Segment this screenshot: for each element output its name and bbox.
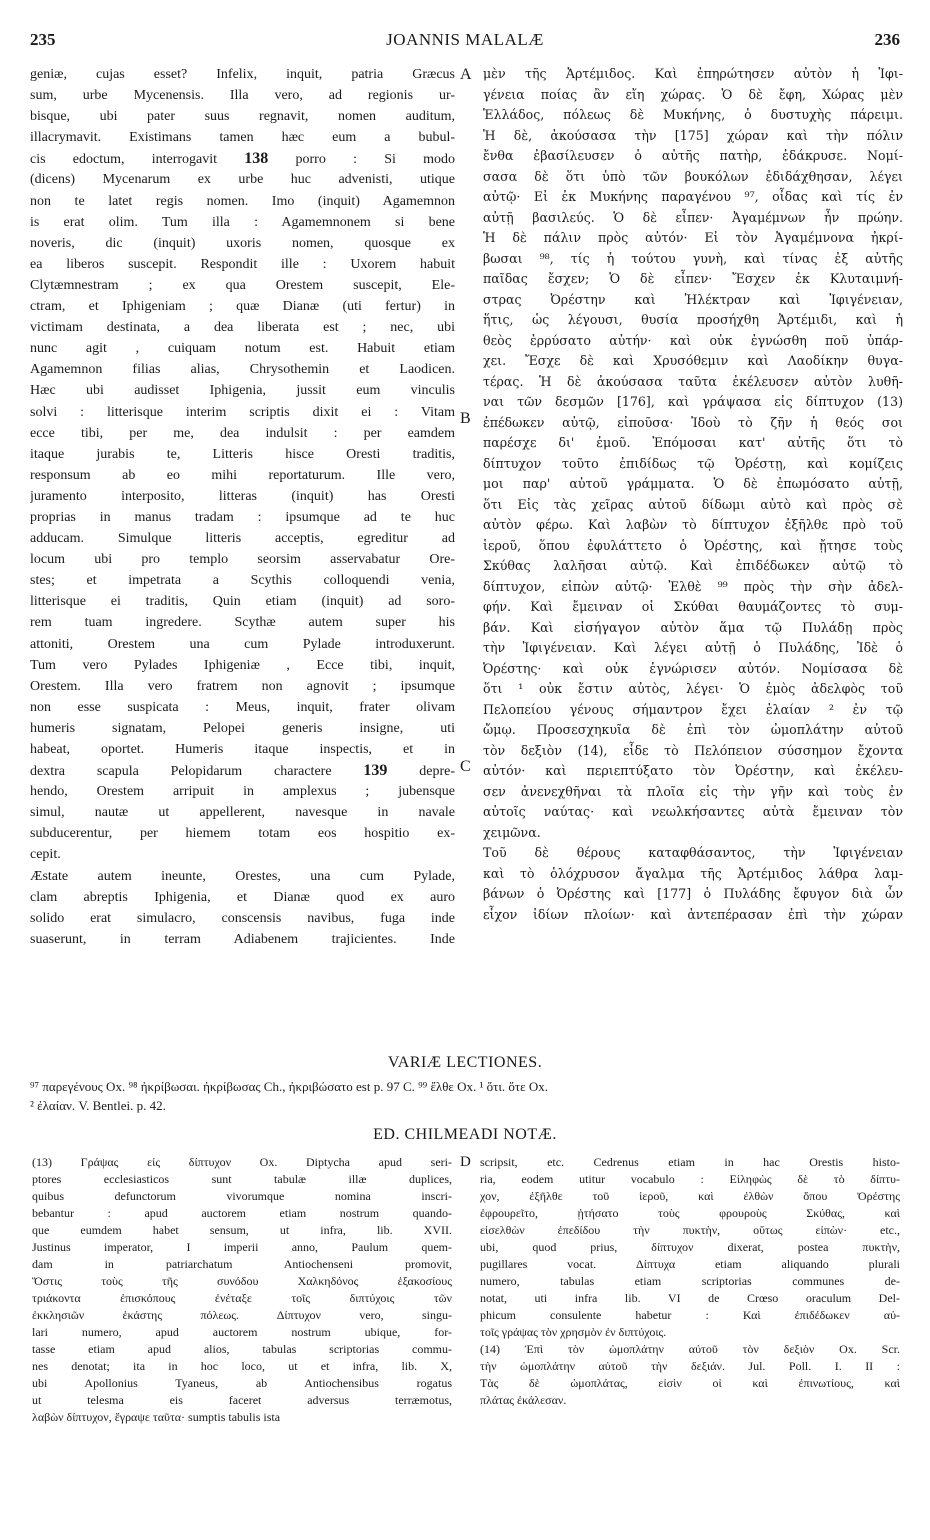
text-line: Clytæmnestram ; ex qua Orestem suscepit, Ele- — [30, 277, 455, 293]
text-line: φήν. Καὶ ἔμειναν οἱ Σκύθαι θαυμάζοντες τὸ συμ- — [483, 599, 903, 614]
text-line: sum, urbe Mycenensis. Illa vero, ad regionis ur- — [30, 88, 455, 104]
text-line: ctram, et Iphigeniam ; quæ Dianæ (uti fertur) in — [30, 299, 455, 315]
text-line: παρέσχε δι' ἐμοῦ. Ἐπόμοσαι κατ' αὐτῆς ὅτι τὸ — [483, 435, 903, 450]
text-line: ἐκκλησιῶν ἑκάστης πόλεως. Δίπτυχον vero, singu- — [32, 1308, 452, 1322]
text-line: Æstate autem ineunte, Orestes, una cum Pylade, — [30, 868, 455, 884]
notae-title: ED. CHILMEADI NOTÆ. — [373, 1126, 557, 1143]
text-line: habeat, oportet. Humeris itaque inspectis, et in — [30, 742, 455, 757]
text-line: θεὸς ἐρρύσατο αὐτήν· καὶ οὐκ ἐγνώσθη ποῦ ὑπάρ- — [483, 332, 903, 348]
text-line: geniæ, cujas esset? Infelix, inquit, patria Græcus — [30, 67, 455, 82]
text-line: τὴν ὠμοπλάτην αὐτοῦ τὴν δεξιάν. Jul. Poll. I. II : — [480, 1359, 900, 1373]
text-line: tasse etiam apud alios, tabulas scriptorias commu- — [32, 1342, 452, 1356]
text-line: ut telesma eis faceret adversus terræmotus, — [32, 1393, 452, 1407]
text-line: ubi Apollonius Tyaneus, ab Antiochensibus rogatus — [32, 1376, 452, 1390]
text-line: (13) Γράψας εἰς δίπτυχον Ox. Diptycha apud seri- — [32, 1155, 452, 1169]
margin-marker-d: D — [460, 1154, 471, 1170]
text-line: non te latet regis nomen. Imo (inquit) Agamemnon — [30, 193, 455, 209]
text-line: εἶχον ἰδίων πλοίων· καὶ ἀντεπέρασαν ἐπὶ τὴν χώραν — [483, 906, 903, 922]
text-line: ptores ecclesiasticos sunt tabulæ illæ duplices, — [32, 1172, 452, 1186]
text-line: Τὰς δὲ ὠμοπλάτας, εἰσὶν οἱ καὶ ἐπινωτίους, καὶ — [480, 1376, 900, 1390]
text-line: αὐτῷ· Εἰ ἐκ Μυκήνης παραγένου ⁹⁷, οἶδας καὶ τίς ἐν — [483, 189, 903, 204]
text-line: hendo, Orestem arripuit in amplexus ; jubensque — [30, 784, 455, 800]
text-line: μὲν τῆς Ἀρτέμιδος. Καὶ ἐπηρώτησεν αὐτὸν ἡ Ἰφι- — [483, 66, 903, 81]
text-line: phicum consulente habetur : Καὶ ἐπιδέδωκεν αὐ- — [480, 1308, 900, 1322]
text-line: (dicens) Mycenarum ex urbe huc advenisti, utique — [30, 172, 455, 188]
running-title: JOANNIS MALALÆ — [386, 30, 544, 49]
text-line: αὐτῇ βασιλεύς. Ὁ δὲ εἶπεν· Ἀγαμέμνων ἦν πρώην. — [483, 209, 903, 225]
text-line: Justinus imperator, I imperii anno, Paulum quem- — [32, 1240, 452, 1254]
text-line: lari numero, apud auctorem nostrum ubique, for- — [32, 1325, 452, 1339]
text-line: πλάτας ἐκάλεσαν. — [480, 1393, 567, 1407]
text-line: ea liberos suscepit. Respondit ille : Uxorem habuit — [30, 256, 455, 272]
text-line: noveris, dic (inquit) uxoris nomen, quosque ex — [30, 235, 455, 251]
text-line: Hæc ubi audisset Iphigenia, jussit eum vinculis — [30, 383, 455, 399]
text-line: bisque, ubi pater suus regnavit, nomen auditum, — [30, 109, 455, 125]
text-line: γένεια ποίας ἂν εἴη χώρας. Ὁ δὲ ἔφη, Χώρας μὲν — [483, 86, 903, 102]
text-line: ἥτις, ὡς λέγουσι, θυσία προσήχθη Ἀρτέμιδι, καὶ ἡ — [483, 312, 903, 327]
text-line: Agamemnon filias alias, Chrysothemin et Laodicen. — [30, 362, 455, 378]
text-line: σασα δὲ ὅτι ὑπὸ τῶν βουκόλων ἐδιδάχθησαν, λέγει — [483, 168, 903, 184]
text-line: Tum vero Pylades Iphigeniæ , Ecce tibi, inquit, — [30, 657, 455, 673]
text-line: ἐφρουρεῖτο, ᾐτήσατο τοὺς φρουροὺς Σκύθας, καὶ — [480, 1206, 900, 1220]
text-line: βάνων ὁ Ὀρέστης καὶ [177] ὁ Πυλάδης ἔφυγον διὰ ὧν — [483, 886, 903, 901]
text-line: clam abreptis Iphigenia, et Dianæ quod ex auro — [30, 889, 455, 905]
text-line: pugillares vocat. Δίπτυχα etiam aliquando plurali — [480, 1257, 900, 1271]
text-line: responsum ab eo mihi reportaturum. Ille vero, — [30, 467, 455, 483]
text-line: litterisque ei traditis, Quin etiam (inquit) ad soro- — [30, 594, 455, 610]
text-line: παῖδας ἔσχεν; Ὁ δὲ εἶπεν· Ἔσχεν ἐκ Κλυταιμνή- — [483, 271, 903, 286]
text-line: μοι παρ' αὐτοῦ γράμματα. Ὁ δὲ ἐπωμόσατο αὐτῇ, — [483, 476, 903, 491]
text-line: ἔνθα ἐβασίλευσεν ὁ αὐτῆς πατὴρ, ἐδάκρυσε. Νομί- — [483, 148, 903, 163]
text-line: solido erat simulacro, conscensis navibus, fuga inde — [30, 910, 455, 926]
variae-lectiones-title: VARIÆ LECTIONES. — [387, 1054, 543, 1071]
text-line: ubi, quod prius, δίπτυχον dixerat, postea πυκτὴν, — [480, 1240, 900, 1254]
text-line: ria, eodem utitur vocabulo : Εἰληφὼς δὲ τὸ δίπτυ- — [480, 1172, 900, 1186]
text-line: is erat olim. Tum illa : Agamemnonem si bene — [30, 214, 455, 230]
text-line: locum ubi pro templo seorsim asservabatur Ore- — [30, 552, 455, 568]
text-line: Ἑλλάδος, πόλεως δὲ Μυκήνης, ὁ δυστυχὴς πάρειμι. — [483, 107, 903, 122]
text-line: dextra scapula Pelopidarum charactere 139 depre- — [30, 762, 455, 780]
text-line: χειμῶνα. — [483, 824, 541, 840]
page-number-right: 236 — [874, 30, 900, 49]
text-line: Τοῦ δὲ θέρους καταφθάσαντος, τὴν Ἰφιγένειαν — [483, 845, 903, 860]
text-line: stes; et impetrata a Scythis colloquendi venia, — [30, 573, 455, 589]
text-line: simul, nautæ ut appellerent, navesque in navale — [30, 805, 455, 821]
text-line: subducerentur, per hiemem totam eos hospitio ex- — [30, 826, 455, 842]
text-line: ² ἐλαίαν. V. Bentlei. p. 42. — [30, 1098, 166, 1113]
text-line: attoniti, Orestem una cum Pylade introduxerunt. — [30, 636, 455, 652]
text-line: rem tuam ingredere. Scythæ autem super his — [30, 615, 455, 631]
text-line: Ἡ δὲ, ἀκούσασα τὴν [175] χώραν καὶ τὴν πόλιν — [483, 127, 903, 143]
text-line: solvi : litterisque interim scriptis dixit ei : Vitam — [30, 404, 455, 420]
text-line: scripsit, etc. Cedrenus etiam in hac Orestis histo- — [480, 1155, 900, 1169]
text-line: suaserunt, in terram Adiabenem trajicientes. Inde — [30, 931, 455, 947]
text-line: proprias in manus tradam : ipsumque ad te huc — [30, 509, 455, 525]
text-line: cis edoctum, interrogavit 138 porro : Si modo — [30, 150, 455, 168]
text-line: αὐτόν· καὶ περιεπτύξατο τὸν Ὀρέστην, καὶ ἐκέλευ- — [483, 763, 903, 778]
margin-marker-a: A — [460, 66, 472, 83]
text-line: χον, ἐξῆλθε τοῦ ἱεροῦ, καὶ ἐλθὼν ὅπου Ὀρέστης — [480, 1189, 900, 1203]
text-line: Ἡ δὲ πάλιν πρὸς αὐτόν· Εἰ τὸν Ἀγαμέμνονα ἠκρί- — [483, 230, 903, 245]
text-line: ὅτι Εἰς τὰς χεῖρας αὐτοῦ δίδωμι αὐτὸ καὶ πρὸς σὲ — [483, 496, 903, 512]
text-line: (14) Ἐπὶ τὸν ὠμοπλάτην αὐτοῦ τὸν δεξιὸν Ox. Scr. — [480, 1342, 900, 1356]
text-line: Orestem. Illa vero fratrem non agnovit ; ipsumque — [30, 678, 455, 694]
text-line: que eumdem habet sensum, ut infra, lib. XVII. — [32, 1223, 452, 1237]
text-line: quibus defunctorum vivorumque nomina inscri- — [32, 1189, 452, 1203]
text-line: σεν ἀνενεχθῆναι τὰ πλοῖα εἰς τὴν γῆν καὶ τοὺς ἐν — [483, 783, 903, 799]
page-marker-139: 139 — [363, 762, 388, 780]
text-line: ὤμῳ. Προσεσχηκυῖα δὲ ἐπὶ τὸν ὠμοπλάτην αὐτοῦ — [483, 722, 903, 737]
text-line: τέρας. Ἡ δὲ ἀκούσασα ταῦτα ἐκέλευσεν αὐτὸν λυθῆ- — [483, 373, 903, 389]
text-line: ναι τῶν δεσμῶν [176], καὶ γράψασα εἰς δίπτυχον (13) — [483, 394, 903, 409]
text-line: βωσαι ⁹⁸, τίς ἡ τούτου γυνὴ, καὶ τίνας ἐξ αὐτῆς — [483, 250, 903, 266]
text-line: αὐτοῖς ναύτας· καὶ νεωλκήσαντες αὐτὰ ἔμειναν τὸν — [483, 804, 903, 819]
notes-right-column — [480, 1154, 900, 1409]
text-line: notat, uti infra lib. VI de Crœso oraculum Del- — [480, 1291, 900, 1305]
text-line: τοῖς γράψας τὸν χρησμὸν ἐν διπτύχοις. — [480, 1325, 667, 1339]
text-line: καὶ τὸ ὁλόχρυσον ἄγαλμα τῆς Ἀρτέμιδος λάθρα λαμ- — [483, 865, 903, 881]
text-line: victimam destinata, a dea liberata est ; nec, ubi — [30, 320, 455, 336]
text-line: βάν. Καὶ εἰσήγαγον αὐτὸν ἅμα τῷ Πυλάδῃ πρὸς — [483, 619, 903, 635]
text-line: nes denotat; ita in hoc loco, ut et infra, lib. X, — [32, 1359, 452, 1373]
notes-left-column — [32, 1154, 452, 1426]
greek-column — [483, 64, 903, 925]
text-line: Πελοπείου γένους σήμαντρον ἔχει ἐλαίαν ² ἐν τῷ — [483, 701, 903, 717]
text-line: εἰσελθὼν ἐπεδίδου τὴν πυκτὴν, οὕτως εἰπὼν· etc., — [480, 1223, 900, 1237]
text-line: cepit. — [30, 847, 61, 863]
margin-marker-c: C — [460, 758, 471, 775]
text-line: δίπτυχον, εἰπὼν αὐτῷ· Ἐλθὲ ⁹⁹ πρὸς τὴν σὴν ἀδελ- — [483, 578, 903, 594]
text-line: ὅτι ¹ οὐκ ἔστιν αὐτὸς, λέγει· Ὁ ἐμὸς ἀδελφὸς τοῦ — [483, 681, 903, 696]
text-line: τὴν Ἰφιγένειαν. Καὶ λέγει αὐτῇ ὁ Πυλάδης, Ἰδὲ ὁ — [483, 640, 903, 655]
text-line: Σκύθας λαλῆσαι αὐτῷ. Καὶ ἐπιδέδωκεν αὐτῷ τὸ — [483, 558, 903, 573]
text-line: λαβὼν δίπτυχον, ἔγραψε ταῦτα· sumptis tabulis ista — [32, 1410, 281, 1424]
page-number-left: 235 — [30, 30, 56, 49]
text-line: itaque jurabis te, Litteris hisce Oresti traditis, — [30, 446, 455, 462]
text-line: τριάκοντα ἐπισκόπους ἐνέταξε τοῖς διπτύχοις τῶν — [32, 1291, 452, 1305]
page-header — [30, 30, 900, 56]
text-line: ἐπέδωκεν αὐτῷ, εἰποῦσα· Ἰδοὺ τὸ ζῆν ἡ θεός σοι — [483, 414, 903, 430]
text-line: ecce tibi, per me, dea indulsit : per eamdem — [30, 425, 455, 441]
text-line: bebantur : apud auctorem etiam nostrum quando- — [32, 1206, 452, 1220]
text-line: τὸν δεξιὸν (14), εἶδε τὸ Πελόπειον σύσσημον ἔχοντα — [483, 742, 903, 758]
text-line: ἱεροῦ, ὅπου ἐφυλάττετο ὁ Ὀρέστης, καὶ ᾔτησε τοὺς — [483, 537, 903, 553]
margin-marker-b: B — [460, 410, 471, 427]
text-line: illacrymavit. Existimans tamen hæc eum a bubul- — [30, 130, 455, 146]
text-line: δίπτυχον τοῦτο ἐπιδίδως τῷ Ὀρέστῃ, καὶ κομίζεις — [483, 455, 903, 471]
text-line: αὐτὸν φέρω. Καὶ λαβὼν τὸ δίπτυχον ἐξῆλθε πρὸ τοῦ — [483, 517, 903, 532]
text-line: χει. Ἔσχε δὲ καὶ Χρυσόθεμιν καὶ Λαοδίκην θυγα- — [483, 353, 903, 368]
text-line: dam in patriarchatum Antiochenseni promovit, — [32, 1257, 452, 1271]
text-line: στρας Ὀρέστην καὶ Ἠλέκτραν καὶ Ἰφιγένειαν, — [483, 291, 903, 307]
text-line: nunc agit , cuiquam notum est. Habuit etiam — [30, 341, 455, 357]
text-line: adducam. Simulque litteris acceptis, egreditur ad — [30, 531, 455, 547]
latin-column — [30, 64, 455, 950]
text-line: humeris signatam, Pelopei generis insigne, uti — [30, 720, 455, 736]
text-line: non esse suspicata : Meus, inquit, frater olivam — [30, 699, 455, 715]
text-line: juramento interposito, litteras (inquit) has Oresti — [30, 488, 455, 504]
text-line: Ὀρέστης· καὶ οὐκ ἐγνώρισεν αὐτόν. Νομίσασα δὲ — [483, 660, 903, 676]
text-line: numero, tabulas etiam scriptorias communes de- — [480, 1274, 900, 1288]
text-line: Ὅστις τοὺς τῆς συνόδου Χαλκηδόνος ἑξακοσίους — [32, 1274, 452, 1288]
variae-lectiones — [30, 1078, 900, 1116]
page-marker-138: 138 — [244, 150, 269, 168]
text-line: ⁹⁷ παρεγένους Ox. ⁹⁸ ἠκρίβωσαι. ἠκρίβωσας Ch., ἠκριβώσατο est p. 97 C. ⁹⁹ ἔλθε Ox. ¹ ὅτι. ὅτε Ox. — [30, 1079, 548, 1094]
